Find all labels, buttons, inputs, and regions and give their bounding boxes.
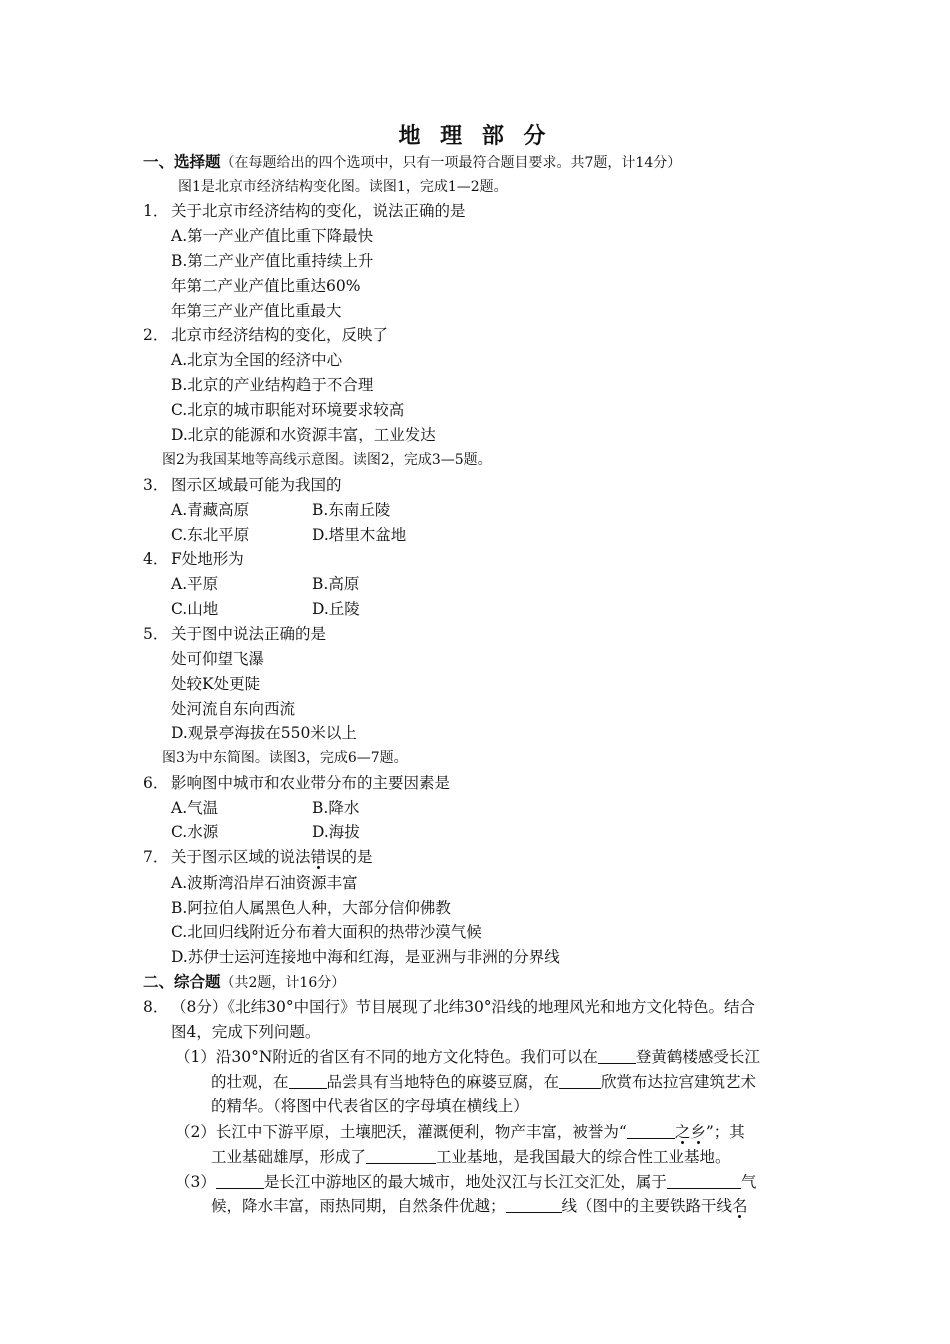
q7-option-b: B.阿拉伯人属黑色人种，大部分信仰佛教 bbox=[171, 899, 451, 917]
question-text-pre: 关于图示区域的说法 bbox=[171, 848, 311, 866]
q3-option-d: D.塔里木盆地 bbox=[312, 526, 407, 544]
answer-blank[interactable] bbox=[216, 1173, 264, 1189]
question-text: 图示区域最可能为我国的 bbox=[171, 476, 342, 494]
text-segment: 是长江中游地区的最大城市，地处汉江与长江交汇处，属于 bbox=[263, 1173, 667, 1191]
question-text: 关于北京市经济结构的变化，说法正确的是 bbox=[171, 202, 466, 220]
q2-option-d: D.北京的能源和水资源丰富，工业发达 bbox=[171, 426, 436, 444]
q6-option-d: D.海拔 bbox=[312, 823, 360, 841]
section-comprehensive-header bbox=[143, 971, 345, 994]
question-text-post: 误的是 bbox=[326, 848, 373, 866]
question-7-stem bbox=[143, 846, 373, 868]
emphasis-mark: 乡 bbox=[690, 1123, 706, 1141]
text-segment: 登黄鹤楼感受长江 bbox=[635, 1048, 760, 1066]
q5-option-c: 处河流自东向西流 bbox=[171, 700, 296, 718]
q2-option-b: B.北京的产业结构趋于不合理 bbox=[171, 376, 374, 394]
text-segment: 气 bbox=[740, 1173, 757, 1191]
q5-option-d: D.观景亭海拔在550米以上 bbox=[171, 724, 357, 742]
q8-part-1-line-2 bbox=[211, 1071, 756, 1093]
q5-option-b: 处较K处更陡 bbox=[171, 675, 261, 693]
q3-option-a: A.青藏高原 bbox=[171, 501, 250, 519]
question-number: 1． bbox=[143, 202, 169, 220]
q8-part-1-line-3: 的精华。（将图中代表省区的字母填在横线上） bbox=[211, 1097, 529, 1115]
question-text: （8分）《北纬30°中国行》节目展现了北纬30°沿线的地理风光和地方文化特色。结合 bbox=[171, 998, 756, 1016]
question-5-stem bbox=[143, 623, 326, 645]
part-label: （1） bbox=[175, 1048, 216, 1066]
question-number: 8． bbox=[143, 998, 169, 1016]
question-number: 7． bbox=[143, 848, 169, 866]
q7-option-a: A.波斯湾沿岸石油资源丰富 bbox=[171, 874, 358, 892]
section-comprehensive-note: （共2题，计16分） bbox=[220, 975, 346, 991]
page-title: 地 理 部 分 bbox=[398, 124, 552, 149]
q7-option-d: D.苏伊士运河连接地中海和红海，是亚洲与非洲的分界线 bbox=[171, 948, 560, 966]
q6-option-b: B.降水 bbox=[312, 799, 360, 817]
section-choice-header bbox=[143, 151, 681, 174]
intro-figure-3: 图3为中东简图。读图3，完成6—7题。 bbox=[162, 750, 408, 766]
q8-part-2-line-2 bbox=[211, 1146, 731, 1168]
q3-option-b: B.东南丘陵 bbox=[312, 501, 391, 519]
q8-part-3-line-1 bbox=[175, 1171, 756, 1193]
question-text: 北京市经济结构的变化，反映了 bbox=[171, 326, 389, 344]
question-3-stem bbox=[143, 474, 342, 496]
question-2-stem bbox=[143, 324, 388, 346]
answer-blank[interactable] bbox=[366, 1148, 436, 1164]
question-1-stem bbox=[143, 200, 466, 222]
text-segment: 工业基础雄厚，形成了 bbox=[211, 1148, 367, 1166]
question-number: 4． bbox=[143, 550, 169, 568]
intro-figure-2: 图2为我国某地等高线示意图。读图2，完成3—5题。 bbox=[162, 452, 492, 468]
text-segment: 候，降水丰富，雨热同期，自然条件优越； bbox=[211, 1197, 506, 1215]
q1-option-c: 年第二产业产值比重达60% bbox=[171, 277, 361, 295]
q4-option-d: D.丘陵 bbox=[312, 600, 360, 618]
q4-option-b: B.高原 bbox=[312, 575, 360, 593]
question-4-stem bbox=[143, 548, 244, 570]
q1-option-d: 年第三产业产值比重最大 bbox=[171, 302, 342, 320]
q6-option-c: C.水源 bbox=[171, 823, 219, 841]
q8-part-2-line-1 bbox=[175, 1121, 745, 1143]
intro-figure-1: 图1是北京市经济结构变化图。读图1，完成1—2题。 bbox=[178, 179, 508, 195]
text-segment: 线（图中的主要铁路干线 bbox=[561, 1197, 733, 1215]
text-segment: ”；其 bbox=[705, 1123, 745, 1141]
part-label: （2） bbox=[175, 1123, 216, 1141]
q2-option-a: A.北京为全国的经济中心 bbox=[171, 351, 343, 369]
question-text: 关于图中说法正确的是 bbox=[171, 625, 327, 643]
q4-option-c: C.山地 bbox=[171, 600, 219, 618]
text-segment: 工业基地，是我国最大的综合性工业基地。 bbox=[436, 1148, 731, 1166]
q8-part-3-line-2 bbox=[211, 1195, 748, 1217]
emphasis-mark: 错 bbox=[310, 848, 327, 866]
q7-option-c: C.北回归线附近分布着大面积的热带沙漠气候 bbox=[171, 923, 482, 941]
q1-option-a: A.第一产业产值比重下降最快 bbox=[171, 227, 374, 245]
question-6-stem bbox=[143, 772, 450, 794]
question-number: 3． bbox=[143, 476, 169, 494]
q2-option-c: C.北京的城市职能对环境要求较高 bbox=[171, 401, 405, 419]
text-segment: 沿30°N附近的省区有不同的地方文化特色。我们可以在 bbox=[215, 1048, 598, 1066]
answer-blank[interactable] bbox=[627, 1123, 675, 1139]
answer-blank[interactable] bbox=[289, 1073, 327, 1089]
answer-blank[interactable] bbox=[506, 1197, 562, 1213]
q1-option-b: B.第二产业产值比重持续上升 bbox=[171, 252, 374, 270]
q6-option-a: A.气温 bbox=[171, 799, 219, 817]
q4-option-a: A.平原 bbox=[171, 575, 219, 593]
question-8-stem bbox=[143, 996, 755, 1018]
text-segment: 的壮观，在 bbox=[211, 1073, 289, 1091]
question-text: 影响图中城市和农业带分布的主要因素是 bbox=[171, 774, 451, 792]
section-choice-heading: 一、选择题 bbox=[143, 152, 221, 171]
text-segment: 欣赏布达拉宫建筑艺术 bbox=[601, 1073, 757, 1091]
answer-blank[interactable] bbox=[598, 1048, 636, 1064]
section-comprehensive-heading: 二、综合题 bbox=[143, 972, 221, 991]
text-segment: 长江中下游平原，土壤肥沃，灌溉便利，物产丰富，被誉为“ bbox=[215, 1123, 627, 1141]
question-number: 2． bbox=[143, 326, 169, 344]
answer-blank[interactable] bbox=[559, 1073, 601, 1089]
section-choice-note: （在每题给出的四个选项中，只有一项最符合题目要求。共7题，计14分） bbox=[220, 155, 682, 171]
q3-option-c: C.东北平原 bbox=[171, 526, 250, 544]
question-text: F处地形为 bbox=[171, 550, 244, 568]
q8-part-1-line-1 bbox=[175, 1046, 760, 1068]
q5-option-a: 处可仰望飞瀑 bbox=[171, 650, 265, 668]
question-number: 5． bbox=[143, 625, 169, 643]
question-number: 6． bbox=[143, 774, 169, 792]
part-label: （3） bbox=[175, 1173, 216, 1191]
emphasis-mark: 之 bbox=[674, 1123, 691, 1141]
emphasis-mark: 名 bbox=[732, 1197, 748, 1215]
text-segment: 品尝具有当地特色的麻婆豆腐，在 bbox=[326, 1073, 560, 1091]
question-8-stem-cont: 图4，完成下列问题。 bbox=[171, 1023, 321, 1041]
answer-blank[interactable] bbox=[667, 1173, 741, 1189]
